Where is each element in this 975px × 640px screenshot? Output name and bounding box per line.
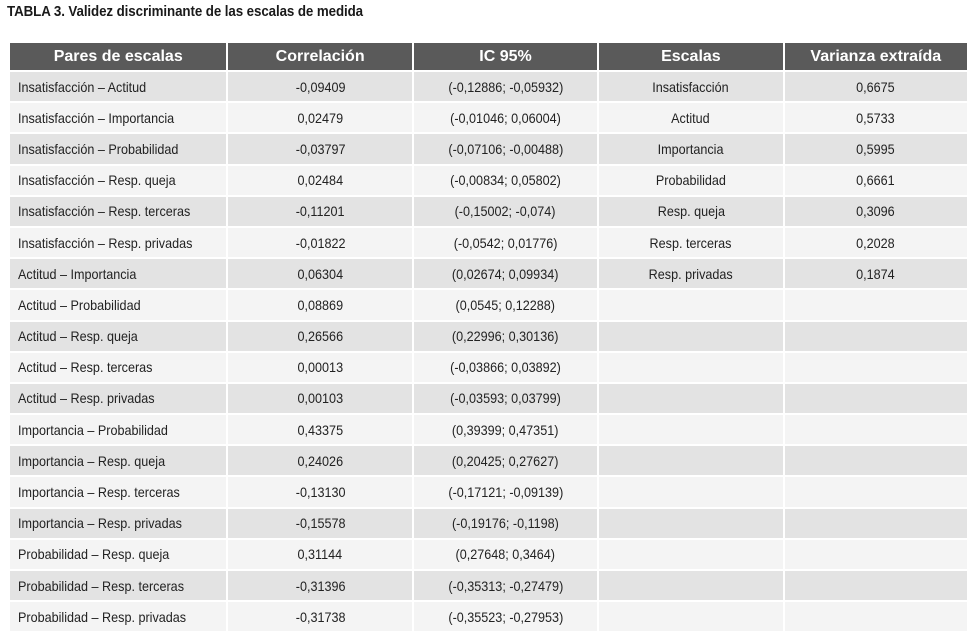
cell-ic-95-text: (0,20425; 0,27627) [452,452,559,469]
cell-par-de-escalas [10,166,226,195]
cell-ic-95 [414,446,597,475]
cell-escala [599,166,782,195]
cell-ic-95 [414,197,597,226]
header-ic-95: IC 95% [414,43,597,70]
cell-varianza-extraida [785,72,967,101]
cell-ic-95-text: (0,02674; 0,09934) [452,265,559,282]
cell-correlacion-text: -0,03797 [295,140,346,157]
cell-par-de-escalas-text: Insatisfacción – Probabilidad [18,140,179,157]
cell-correlacion [228,571,411,600]
table-row [10,446,967,475]
cell-escala [599,197,782,226]
cell-correlacion-text: 0,08869 [297,296,343,313]
cell-ic-95-text: (0,27648; 0,3464) [455,546,556,563]
cell-varianza-extraida-text: 0,2028 [856,234,896,251]
table-row [10,477,967,506]
cell-par-de-escalas-text: Insatisfacción – Resp. terceras [18,203,191,220]
header-varianza-extraida: Varianza extraída [785,43,967,70]
cell-ic-95 [414,353,597,382]
cell-ic-95 [414,477,597,506]
cell-correlacion-text: 0,24026 [297,452,343,469]
table-body [10,72,967,631]
cell-par-de-escalas-text: Insatisfacción – Resp. privadas [18,234,193,251]
cell-par-de-escalas [10,322,226,351]
cell-escala-text: Probabilidad [655,172,726,189]
cell-correlacion [228,477,411,506]
cell-varianza-extraida [785,509,967,538]
cell-escala [599,290,782,319]
cell-ic-95 [414,322,597,351]
cell-par-de-escalas-text: Importancia – Resp. terceras [18,484,180,501]
cell-correlacion-text: 0,31144 [297,546,343,563]
cell-ic-95-text: (-0,0542; 0,01776) [453,234,558,251]
cell-par-de-escalas-text: Actitud – Resp. terceras [18,359,153,376]
cell-ic-95 [414,166,597,195]
cell-correlacion-text: 0,00013 [297,359,343,376]
table-row [10,103,967,132]
cell-par-de-escalas-text: Probabilidad – Resp. privadas [18,608,187,625]
cell-escala [599,571,782,600]
table-row [10,602,967,631]
cell-ic-95 [414,540,597,569]
table-row [10,259,967,288]
cell-par-de-escalas [10,384,226,413]
cell-varianza-extraida [785,602,967,631]
cell-ic-95-text: (-0,00834; 0,05802) [450,172,561,189]
cell-correlacion [228,72,411,101]
cell-escala [599,602,782,631]
cell-correlacion-text: 0,00103 [297,390,343,407]
cell-ic-95-text: (-0,03866; 0,03892) [450,359,561,376]
cell-par-de-escalas [10,353,226,382]
cell-escala-text: Importancia [657,140,724,157]
cell-ic-95 [414,415,597,444]
cell-varianza-extraida [785,290,967,319]
cell-varianza-extraida [785,384,967,413]
cell-varianza-extraida-text: 0,3096 [856,203,896,220]
cell-correlacion [228,415,411,444]
cell-varianza-extraida [785,446,967,475]
cell-ic-95 [414,134,597,163]
cell-correlacion [228,322,411,351]
table-row [10,322,967,351]
table-caption: TABLA 3. Validez discriminante de las escalas de medida [7,4,364,20]
cell-ic-95-text: (0,0545; 0,12288) [455,296,556,313]
cell-correlacion [228,509,411,538]
cell-escala-text: Actitud [671,109,711,126]
cell-varianza-extraida [785,259,967,288]
cell-ic-95-text: (-0,01046; 0,06004) [450,109,561,126]
cell-correlacion-text: -0,15578 [295,515,346,532]
cell-escala [599,415,782,444]
cell-par-de-escalas-text: Importancia – Probabilidad [18,421,168,438]
cell-ic-95 [414,571,597,600]
table-row [10,540,967,569]
cell-escala [599,384,782,413]
table-row [10,72,967,101]
cell-ic-95-text: (-0,15002; -0,074) [455,203,556,220]
cell-par-de-escalas [10,134,226,163]
cell-par-de-escalas [10,540,226,569]
cell-escala [599,540,782,569]
cell-par-de-escalas-text: Insatisfacción – Actitud [18,78,147,95]
cell-varianza-extraida [785,477,967,506]
cell-escala [599,353,782,382]
cell-ic-95 [414,290,597,319]
cell-par-de-escalas-text: Importancia – Resp. queja [18,452,166,469]
header-escalas: Escalas [599,43,782,70]
cell-correlacion [228,197,411,226]
table-row [10,384,967,413]
cell-ic-95-text: (0,39399; 0,47351) [452,421,559,438]
cell-par-de-escalas [10,103,226,132]
cell-correlacion-text: -0,11201 [295,203,345,220]
cell-varianza-extraida-text: 0,6675 [856,78,896,95]
table-row [10,353,967,382]
cell-ic-95-text: (-0,07106; -0,00488) [448,140,563,157]
cell-par-de-escalas [10,259,226,288]
cell-varianza-extraida-text: 0,5995 [856,140,896,157]
cell-varianza-extraida [785,166,967,195]
cell-par-de-escalas [10,446,226,475]
cell-correlacion [228,103,411,132]
cell-ic-95-text: (-0,35313; -0,27479) [448,577,563,594]
cell-correlacion-text: -0,31738 [295,608,346,625]
cell-par-de-escalas-text: Insatisfacción – Resp. queja [18,172,176,189]
cell-ic-95-text: (-0,03593; 0,03799) [450,390,561,407]
cell-par-de-escalas [10,228,226,257]
cell-correlacion [228,384,411,413]
table-row [10,509,967,538]
header-correlacion: Correlación [228,43,411,70]
cell-escala-text: Resp. privadas [648,265,733,282]
cell-varianza-extraida [785,415,967,444]
cell-par-de-escalas [10,571,226,600]
cell-ic-95-text: (-0,17121; -0,09139) [448,484,563,501]
cell-correlacion [228,134,411,163]
cell-varianza-extraida [785,322,967,351]
table-row [10,228,967,257]
cell-varianza-extraida [785,134,967,163]
header-row [10,43,967,70]
cell-par-de-escalas [10,477,226,506]
cell-par-de-escalas-text: Insatisfacción – Importancia [18,109,175,126]
cell-par-de-escalas-text: Actitud – Probabilidad [18,296,141,313]
table-row [10,134,967,163]
cell-escala [599,134,782,163]
cell-par-de-escalas [10,415,226,444]
cell-par-de-escalas-text: Probabilidad – Resp. queja [18,546,170,563]
cell-par-de-escalas [10,290,226,319]
cell-varianza-extraida [785,571,967,600]
cell-ic-95-text: (0,22996; 0,30136) [452,328,559,345]
cell-par-de-escalas [10,72,226,101]
table-row [10,290,967,319]
cell-correlacion-text: 0,43375 [297,421,343,438]
cell-ic-95 [414,228,597,257]
cell-varianza-extraida-text: 0,6661 [856,172,896,189]
cell-escala [599,446,782,475]
cell-correlacion-text: 0,06304 [297,265,343,282]
cell-ic-95 [414,509,597,538]
header-pares-de-escalas: Pares de escalas [10,43,226,70]
cell-escala-text: Resp. queja [657,203,725,220]
cell-escala-text: Resp. terceras [649,234,732,251]
cell-ic-95 [414,72,597,101]
discriminant-validity-table [8,41,969,633]
cell-ic-95-text: (-0,12886; -0,05932) [448,78,563,95]
cell-correlacion [228,540,411,569]
table-row [10,166,967,195]
cell-varianza-extraida [785,540,967,569]
cell-escala [599,509,782,538]
cell-escala [599,322,782,351]
cell-correlacion [228,228,411,257]
cell-correlacion-text: -0,01822 [295,234,346,251]
cell-ic-95 [414,384,597,413]
cell-varianza-extraida-text: 0,5733 [856,109,896,126]
cell-varianza-extraida [785,103,967,132]
cell-ic-95-text: (-0,19176; -0,1198) [452,515,559,532]
cell-correlacion-text: 0,02479 [297,109,343,126]
cell-par-de-escalas-text: Actitud – Importancia [18,265,137,282]
cell-correlacion [228,446,411,475]
cell-varianza-extraida [785,228,967,257]
cell-escala [599,228,782,257]
cell-par-de-escalas [10,509,226,538]
cell-escala [599,72,782,101]
cell-par-de-escalas-text: Actitud – Resp. privadas [18,390,155,407]
cell-par-de-escalas-text: Importancia – Resp. privadas [18,515,182,532]
cell-correlacion-text: -0,13130 [295,484,346,501]
table-row [10,197,967,226]
cell-correlacion [228,353,411,382]
table-row [10,571,967,600]
cell-correlacion-text: 0,02484 [297,172,343,189]
cell-varianza-extraida-text: 0,1874 [856,265,896,282]
cell-escala [599,259,782,288]
cell-correlacion [228,259,411,288]
cell-ic-95 [414,602,597,631]
table-row [10,415,967,444]
cell-escala-text: Insatisfacción [652,78,730,95]
cell-correlacion [228,166,411,195]
cell-correlacion-text: -0,31396 [295,577,346,594]
cell-ic-95-text: (-0,35523; -0,27953) [448,608,563,625]
cell-par-de-escalas [10,197,226,226]
cell-par-de-escalas-text: Actitud – Resp. queja [18,328,138,345]
cell-varianza-extraida [785,353,967,382]
cell-ic-95 [414,259,597,288]
cell-escala [599,103,782,132]
cell-escala [599,477,782,506]
cell-par-de-escalas [10,602,226,631]
cell-varianza-extraida [785,197,967,226]
cell-correlacion [228,290,411,319]
cell-correlacion-text: 0,26566 [297,328,343,345]
cell-correlacion [228,602,411,631]
cell-correlacion-text: -0,09409 [295,78,346,95]
cell-ic-95 [414,103,597,132]
cell-par-de-escalas-text: Probabilidad – Resp. terceras [18,577,184,594]
